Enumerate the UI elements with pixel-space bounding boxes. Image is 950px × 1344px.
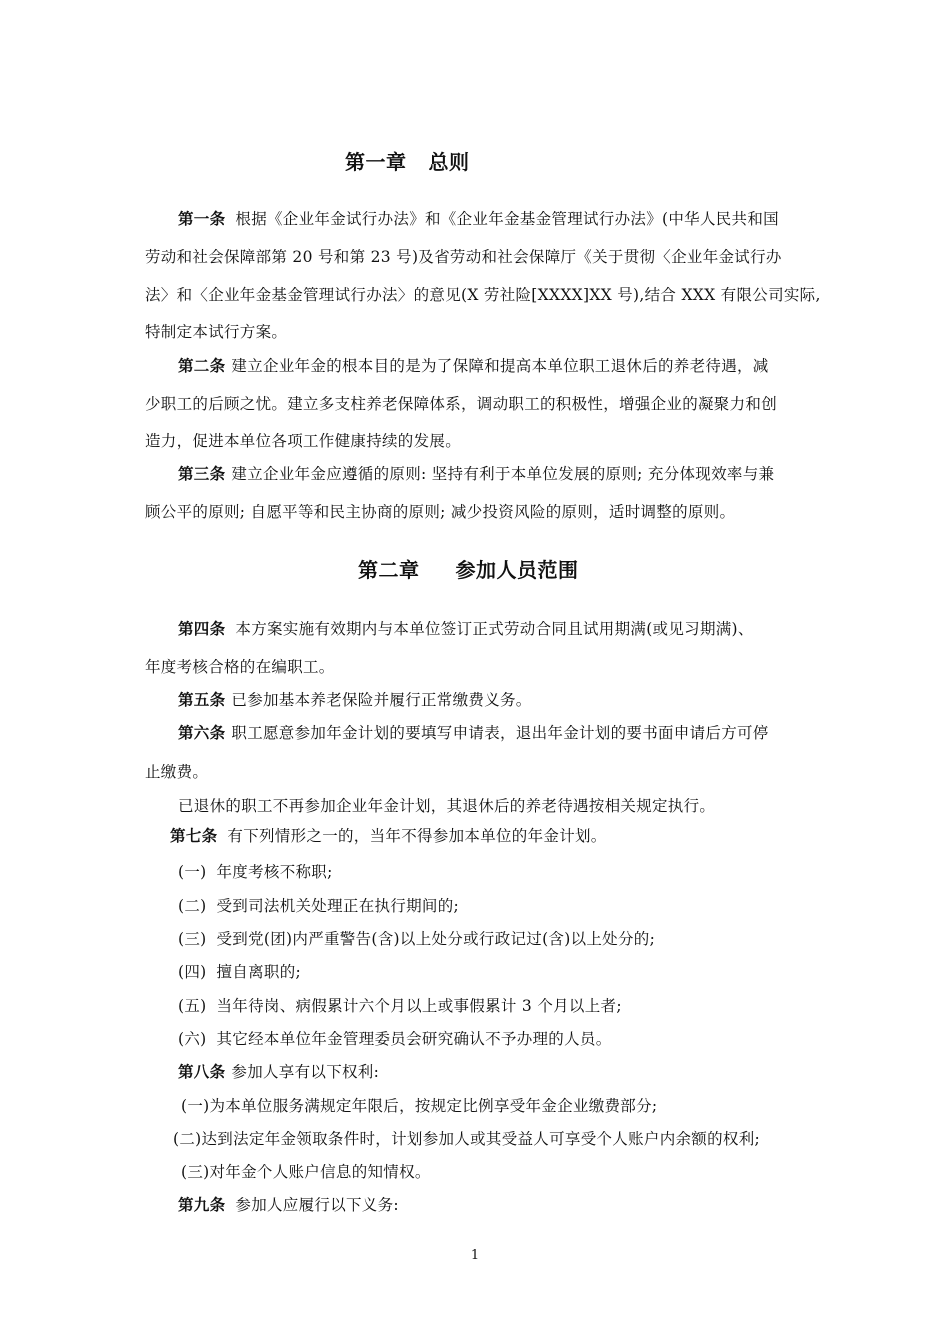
article-8-item-1: (一)为本单位服务满规定年限后，按规定比例享受年金企业缴费部分; [181,1097,658,1115]
article-4-line-1: 第四条 本方案实施有效期内与本单位签订正式劳动合同且试用期满(或见习期满)、 [178,619,754,638]
article-1-line-2: 劳动和社会保障部第 20 号和第 23 号)及省劳动和社会保障厅《关于贯彻〈企业年金试行办 [145,248,782,266]
article-7-item-2: (二) 受到司法机关处理正在执行期间的; [178,897,460,915]
article-8-line: 第八条 参加人享有以下权利: [178,1062,380,1081]
chapter-1-number: 第一章 [345,150,407,174]
chapter-1-heading [345,146,470,175]
article-6-note: 已退休的职工不再参加企业年金计划，其退休后的养老待遇按相关规定执行。 [178,797,716,815]
article-7-line: 第七条 有下列情形之一的，当年不得参加本单位的年金计划。 [170,826,607,845]
article-2-line-2: 少职工的后顾之忧。建立多支柱养老保障体系，调动职工的积极性，增强企业的凝聚力和创 [145,395,778,413]
article-7-item-1: (一) 年度考核不称职; [178,863,333,881]
article-9-line: 第九条 参加人应履行以下义务: [178,1195,399,1214]
article-1-label: 第一条 [178,209,226,228]
article-2-line-3: 造力，促进本单位各项工作健康持续的发展。 [145,432,462,450]
article-7-item-5: (五) 当年待岗、病假累计六个月以上或事假累计 3 个月以上者; [178,997,622,1015]
article-8-item-2: (二)达到法定年金领取条件时，计划参加人或其受益人可享受个人账户内余额的权利; [173,1130,761,1148]
article-6-line-2: 止缴费。 [145,763,209,781]
chapter-2-number: 第二章 [358,558,420,582]
article-5-line: 第五条 已参加基本养老保险并履行正常缴费义务。 [178,690,532,709]
article-3-label: 第三条 [178,464,226,483]
chapter-2-title: 参加人员范围 [455,558,579,582]
article-3-line-1: 第三条 建立企业年金应遵循的原则: 坚持有利于本单位发展的原则; 充分体现效率与兼 [178,464,775,483]
article-6-line-1: 第六条 职工愿意参加年金计划的要填写申请表，退出年金计划的要书面申请后方可停 [178,723,769,742]
article-8-item-3: (三)对年金个人账户信息的知情权。 [181,1163,431,1181]
article-7-item-3: (三) 受到党(团)内严重警告(含)以上处分或行政记过(含)以上处分的; [178,930,656,948]
page-number: 1 [470,1248,480,1263]
article-1-line-4: 特制定本试行方案。 [145,323,288,341]
article-1-line-3: 法〉和〈企业年金基金管理试行办法〉的意见(X 劳社险[XXXX]XX 号),结合 XXX 有限公司实际, [145,286,821,304]
chapter-2-heading [358,554,579,583]
article-5-label: 第五条 [178,690,226,709]
article-7-item-4: (四) 擅自离职的; [178,963,302,981]
article-2-label: 第二条 [178,356,226,375]
article-3-line-2: 顾公平的原则; 自愿平等和民主协商的原则; 减少投资风险的原则，适时调整的原则。 [145,503,736,521]
article-9-label: 第九条 [178,1195,226,1214]
chapter-1-title: 总则 [428,150,470,174]
article-7-label: 第七条 [170,826,218,845]
article-7-item-6: (六) 其它经本单位年金管理委员会研究确认不予办理的人员。 [178,1030,612,1048]
article-6-label: 第六条 [178,723,226,742]
article-2-line-1: 第二条 建立企业年金的根本目的是为了保障和提高本单位职工退休后的养老待遇，减 [178,356,769,375]
article-4-line-2: 年度考核合格的在编职工。 [145,658,335,676]
article-4-label: 第四条 [178,619,226,638]
article-1-line-1: 第一条 根据《企业年金试行办法》和《企业年金基金管理试行办法》(中华人民共和国 [178,209,779,228]
article-8-label: 第八条 [178,1062,226,1081]
